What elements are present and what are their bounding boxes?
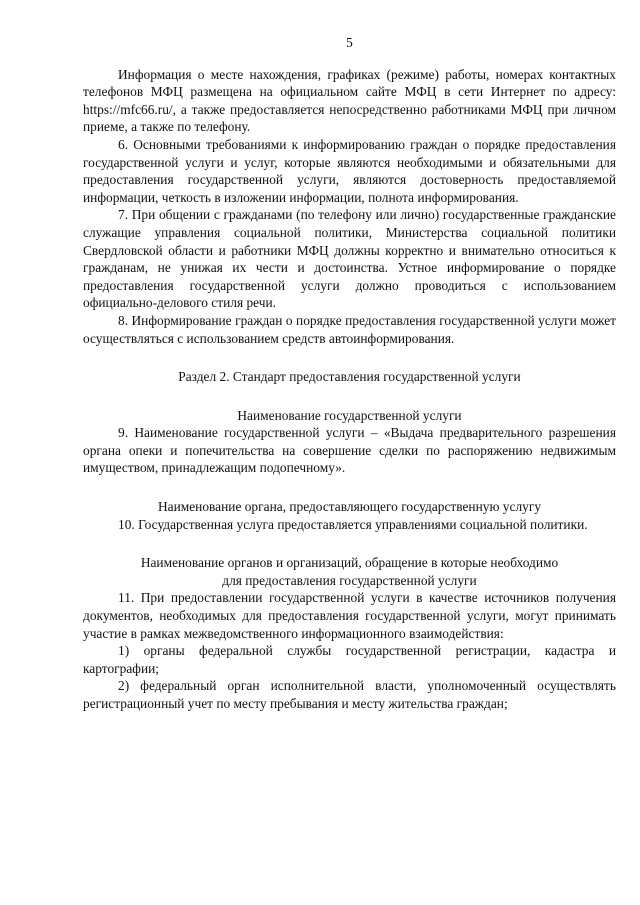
paragraph-6: 6. Основными требованиями к информированию граждан о порядке предоставления государственной услуги и услуг, которые являются необходимыми и обязательными для предоставления государственной услуги, являются достоверность предоставляемой информации, четкость в изложении информации, полнота информирования.	[83, 136, 616, 205]
paragraph-8: 8. Информирование граждан о порядке предоставления государственной услуги может осуществляться с использованием средств автоинформирования.	[83, 312, 616, 346]
paragraph-10: 10. Государственная услуга предоставляется управлениями социальной политики.	[118, 516, 588, 532]
paragraph-11-item-2: 2) федеральный орган исполнительной власти, уполномоченный осуществлять регистрационный учет по месту пребывания и месту жительства граждан;	[83, 678, 616, 711]
organizations-heading-line-1: Наименование органов и организаций, обращение в которые необходимо	[140, 555, 559, 571]
organizations-heading	[83, 554, 616, 589]
paragraph-11-item-1: 1) органы федеральной службы государственной регистрации, кадастра и картографии;	[83, 643, 616, 676]
page-number: 5	[346, 35, 353, 50]
service-name-heading: Наименование государственной услуги	[237, 407, 462, 423]
paragraph-11: 11. При предоставлении государственной услуги в качестве источников получения документов, необходимых для предоставления государственной услуги, могут принимать участие в рамках межведомственного информационного взаимодействия:	[83, 590, 616, 641]
authority-name-heading: Наименование органа, предоставляющего государственную услугу	[157, 499, 542, 515]
paragraph-7: 7. При общении с гражданами (по телефону или лично) государственные гражданские служащие управления социальной политики, Министерства социальной политики Свердловской области и работники МФЦ должны корректно и внимательно относиться к гражданам, не унижая их чести и достоинства. Устное информирование о порядке предоставления государственной услуги должно проводиться с использованием официально-делового стиля речи.	[83, 207, 616, 311]
paragraph-mfc-info: Информация о месте нахождения, графиках (режиме) работы, номерах контактных телефонов МФЦ размещена на официальном сайте МФЦ в сети Интернет по адресу: https://mfc66.ru/, а также предоставляется непосредственно работниками МФЦ при личном приеме, а также по телефону.	[83, 66, 616, 135]
document-page	[83, 34, 616, 713]
paragraph-9: 9. Наименование государственной услуги – «Выдача предварительного разрешения органа опеки и попечительства на совершение сделки по распоряжению недвижимым имуществом, принадлежащим подопечному».	[83, 425, 616, 476]
section-2-heading: Раздел 2. Стандарт предоставления государственной услуги	[178, 369, 521, 385]
organizations-heading-line-2: для предоставления государственной услуги	[222, 572, 477, 588]
